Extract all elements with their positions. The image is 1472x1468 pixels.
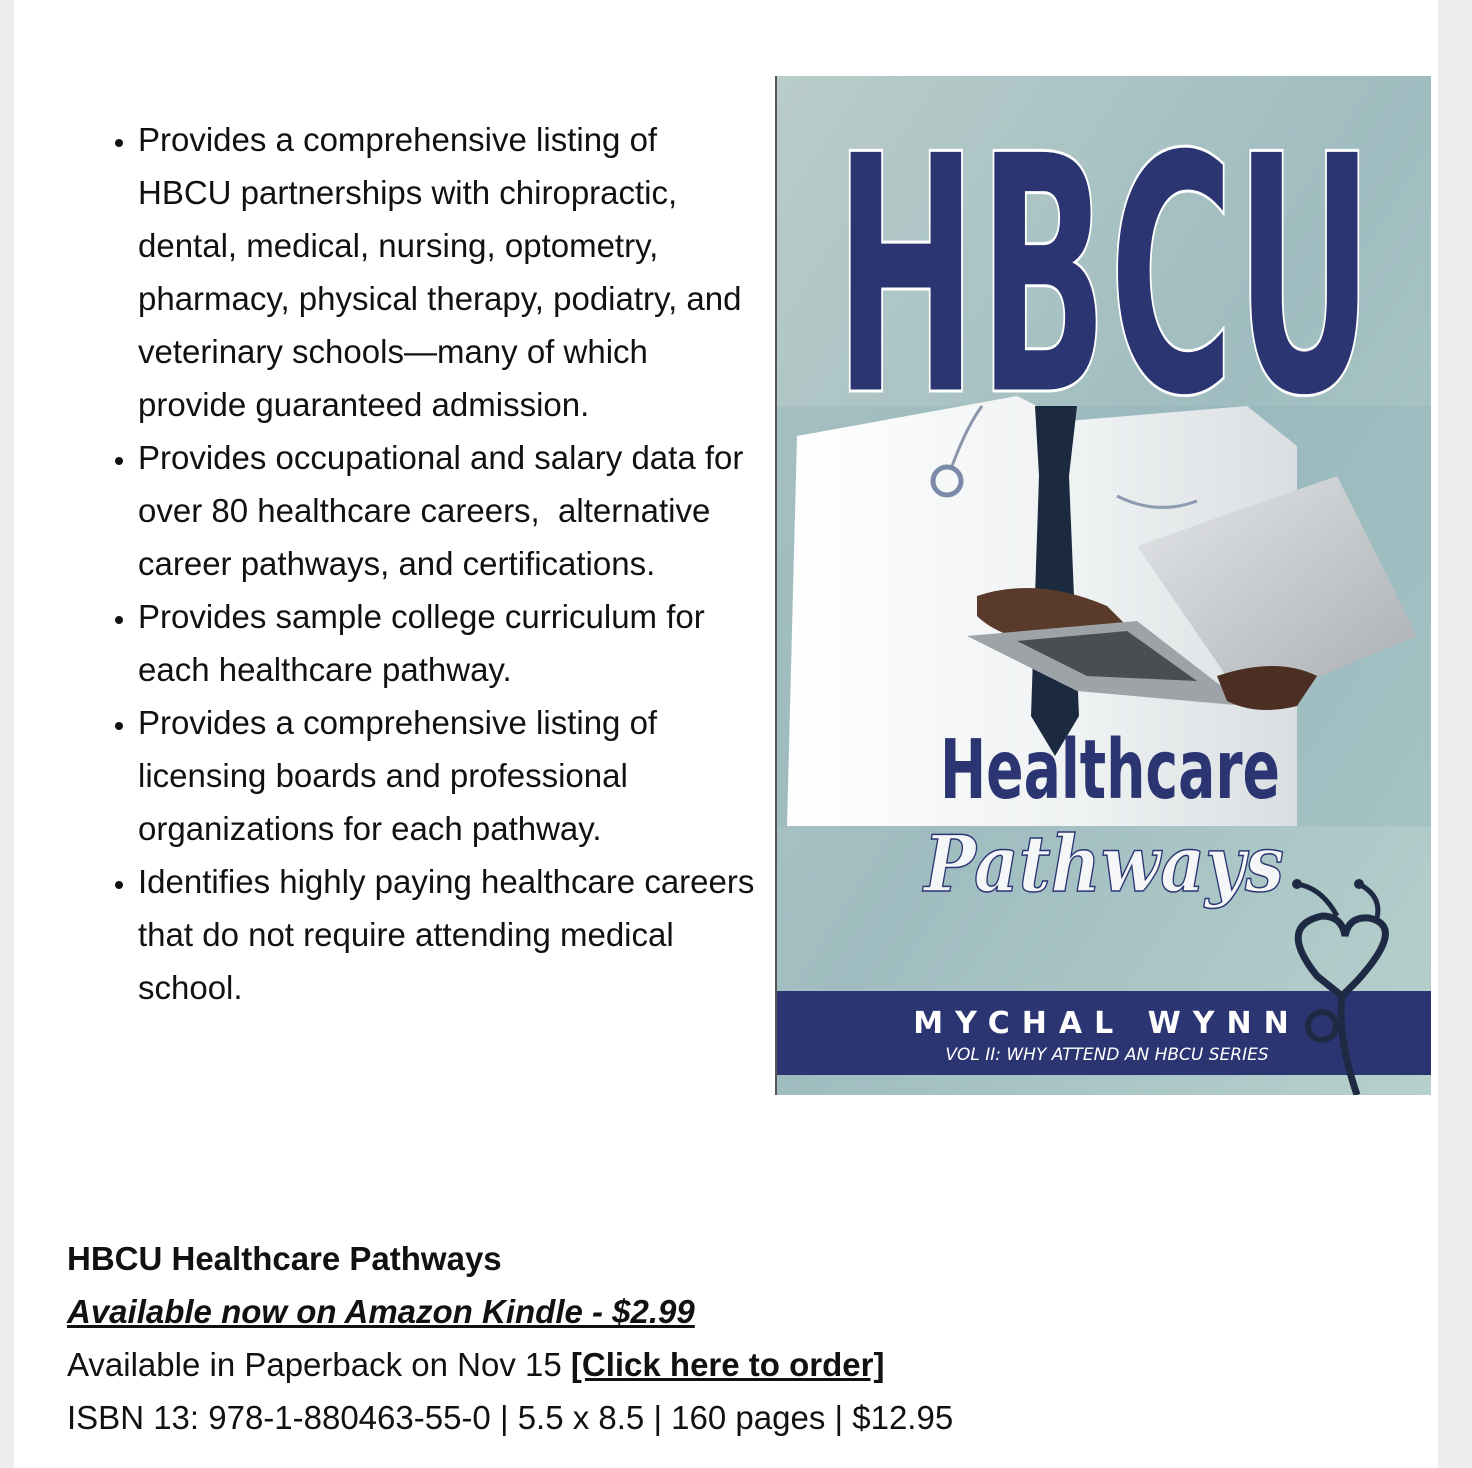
order-link[interactable]: [Click here to order] (570, 1346, 885, 1383)
feature-item: • Provides a comprehensive listing of HBCU partnerships with chiropractic, dental, medical, nursing, optometry, pharmacy, physical therapy, podiatry, and veterinary schools—many of which provide guaranteed admission. (138, 113, 758, 431)
cover-author: MYCHAL WYNN (913, 1006, 1301, 1041)
email-body (14, 0, 1438, 1468)
feature-item: • Provides occupational and salary data for over 80 healthcare careers, alternative career pathways, and certifications. (138, 431, 758, 590)
cover-title-hbcu: HBCU (834, 85, 1374, 469)
paperback-line (67, 1338, 1267, 1391)
feature-item: • Provides a comprehensive listing of licensing boards and professional organizations for each pathway. (138, 696, 758, 855)
paperback-text: Available in Paperback on Nov 15 (67, 1346, 571, 1383)
book-cover-image[interactable] (775, 76, 1431, 1095)
cover-title-pathways: Pathways (922, 819, 1284, 910)
feature-item: • Provides sample college curriculum for each healthcare pathway. (138, 590, 758, 696)
feature-list (104, 113, 758, 1014)
book-info (67, 1232, 1267, 1444)
isbn-line: ISBN 13: 978-1-880463-55-0 | 5.5 x 8.5 | 160 pages | $12.95 (67, 1399, 954, 1436)
cover-series: VOL II: WHY ATTEND AN HBCU SERIES (945, 1045, 1269, 1065)
cover-title-healthcare: Healthcare (940, 723, 1280, 818)
book-title: HBCU Healthcare Pathways (67, 1240, 502, 1277)
feature-item: • Identifies highly paying healthcare careers that do not require attending medical school. (138, 855, 758, 1014)
kindle-link[interactable]: Available now on Amazon Kindle - $2.99 (67, 1293, 695, 1330)
